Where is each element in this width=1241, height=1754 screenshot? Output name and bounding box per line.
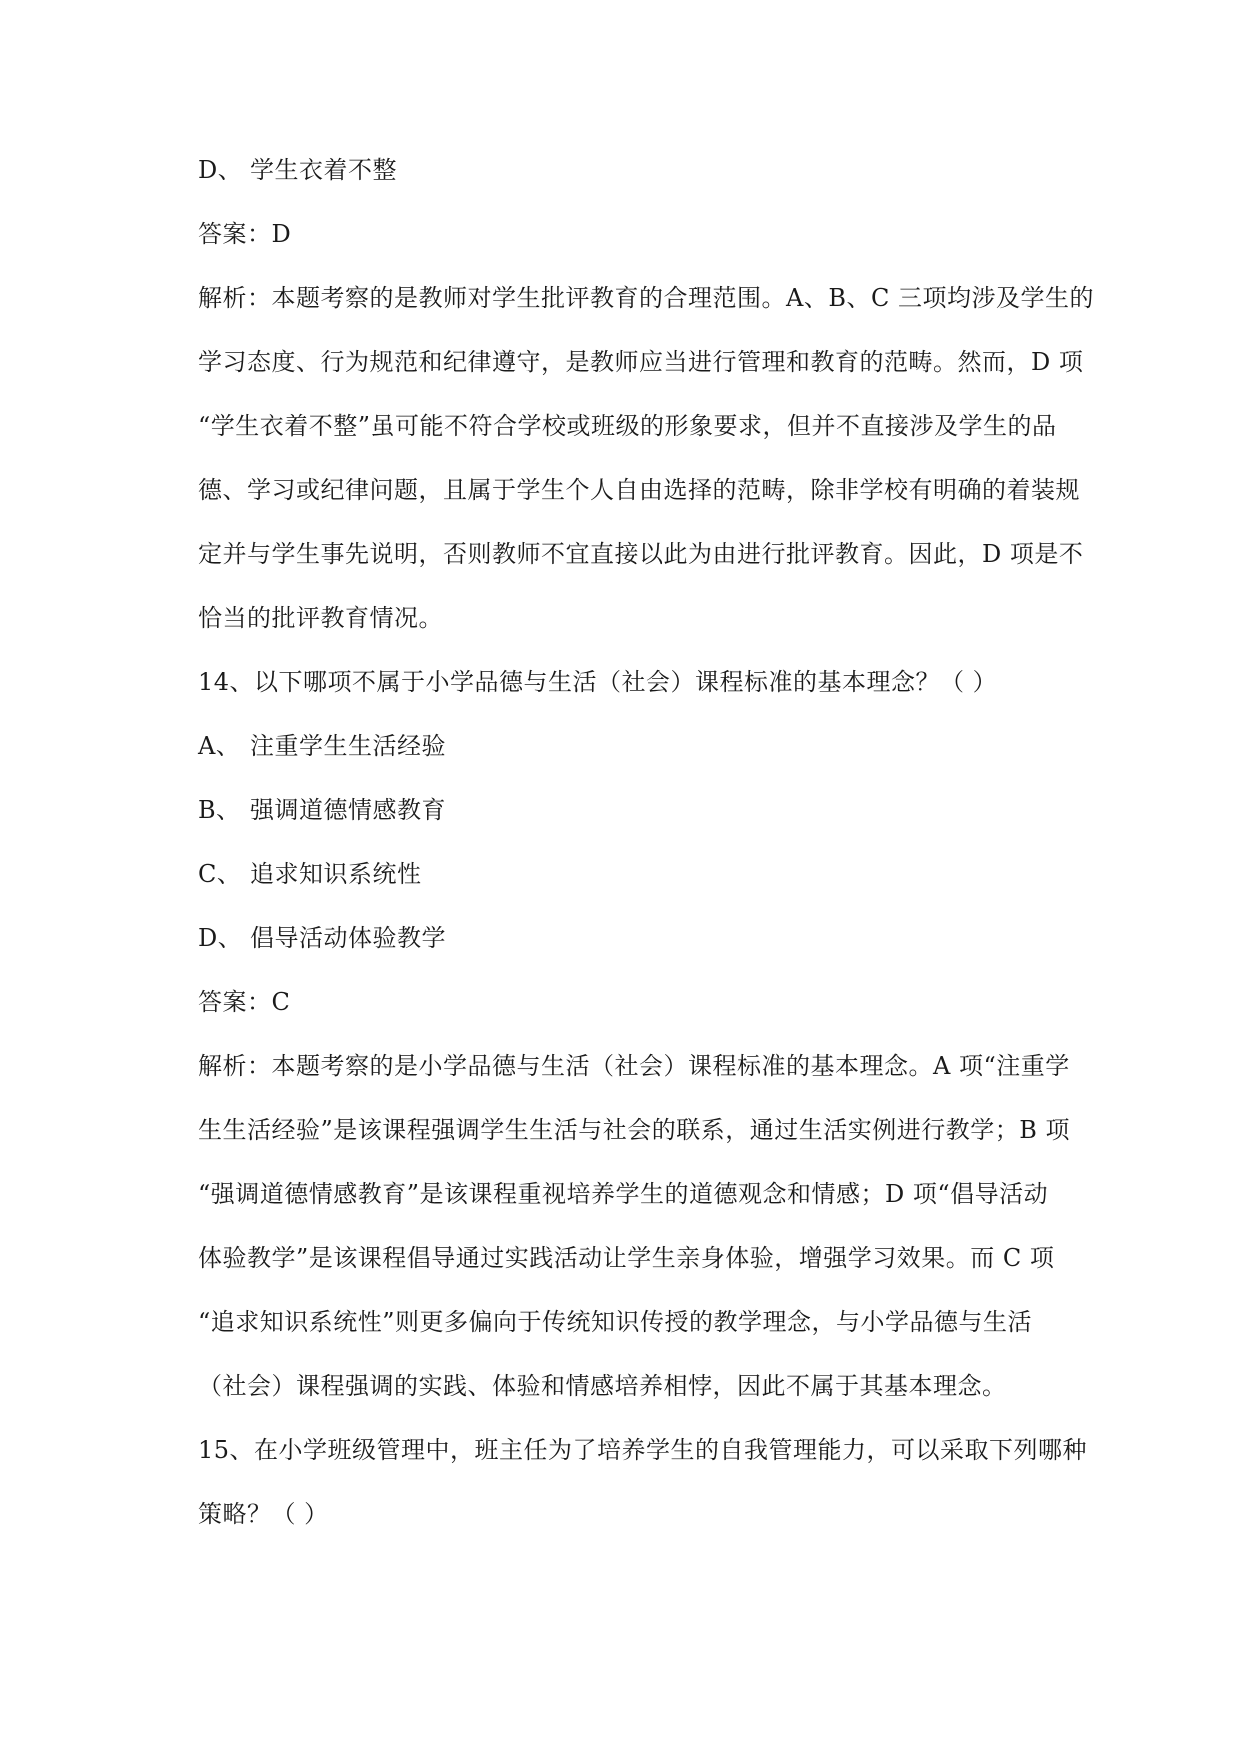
q13-option-d xyxy=(198,138,1088,202)
analysis-line: 定并与学生事先说明，否则教师不宜直接以此为由进行批评教育。因此，D 项是不 xyxy=(198,540,1084,568)
analysis-line: “追求知识系统性”则更多偏向于传统知识传授的教学理念，与小学品德与生活 xyxy=(198,1308,1033,1336)
option-letter: A、 xyxy=(198,732,241,760)
option-text: 强调道德情感教育 xyxy=(250,796,446,824)
q13-analysis xyxy=(198,266,1094,650)
q14-answer: 答案：C xyxy=(198,988,291,1016)
document-body xyxy=(198,138,1094,1546)
option-letter: C、 xyxy=(198,860,242,888)
q14-analysis xyxy=(198,1034,1088,1418)
option-letter: D、 xyxy=(198,924,243,952)
option-letter: D、 xyxy=(198,156,243,184)
analysis-line: 学习态度、行为规范和纪律遵守，是教师应当进行管理和教育的范畴。然而，D 项 xyxy=(198,348,1084,376)
option-text: 注重学生生活经验 xyxy=(250,732,446,760)
option-text: 倡导活动体验教学 xyxy=(250,924,446,952)
question-line: 15、在小学班级管理中，班主任为了培养学生的自我管理能力，可以采取下列哪种 xyxy=(198,1436,1088,1464)
question-line: 策略？（ ） xyxy=(198,1500,329,1528)
option-letter: B、 xyxy=(198,796,241,824)
analysis-line: “强调道德情感教育”是该课程重视培养学生的道德观念和情感；D 项“倡导活动 xyxy=(198,1180,1049,1208)
analysis-line: 恰当的批评教育情况。 xyxy=(198,604,443,632)
analysis-line: 解析：本题考察的是教师对学生批评教育的合理范围。A、B、C 三项均涉及学生的 xyxy=(198,284,1094,312)
option-text: 追求知识系统性 xyxy=(250,860,422,888)
q13-answer: 答案：D xyxy=(198,220,292,248)
analysis-line: 解析：本题考察的是小学品德与生活（社会）课程标准的基本理念。A 项“注重学 xyxy=(198,1052,1070,1080)
q14-option-b xyxy=(198,778,1088,842)
q14-option-d xyxy=(198,906,1088,970)
analysis-line: 体验教学”是该课程倡导通过实践活动让学生亲身体验，增强学习效果。而 C 项 xyxy=(198,1244,1055,1272)
q15-question xyxy=(198,1418,1088,1546)
q14-option-a xyxy=(198,714,1088,778)
analysis-line: （社会）课程强调的实践、体验和情感培养相悖，因此不属于其基本理念。 xyxy=(198,1372,1007,1400)
q14-question: 14、以下哪项不属于小学品德与生活（社会）课程标准的基本理念？（ ） xyxy=(198,668,998,696)
analysis-line: 德、学习或纪律问题，且属于学生个人自由选择的范畴，除非学校有明确的着装规 xyxy=(198,476,1080,504)
option-text: 学生衣着不整 xyxy=(250,156,397,184)
analysis-line: “学生衣着不整”虽可能不符合学校或班级的形象要求，但并不直接涉及学生的品 xyxy=(198,412,1057,440)
analysis-line: 生生活经验”是该课程强调学生生活与社会的联系，通过生活实例进行教学；B 项 xyxy=(198,1116,1071,1144)
q14-option-c xyxy=(198,842,1088,906)
